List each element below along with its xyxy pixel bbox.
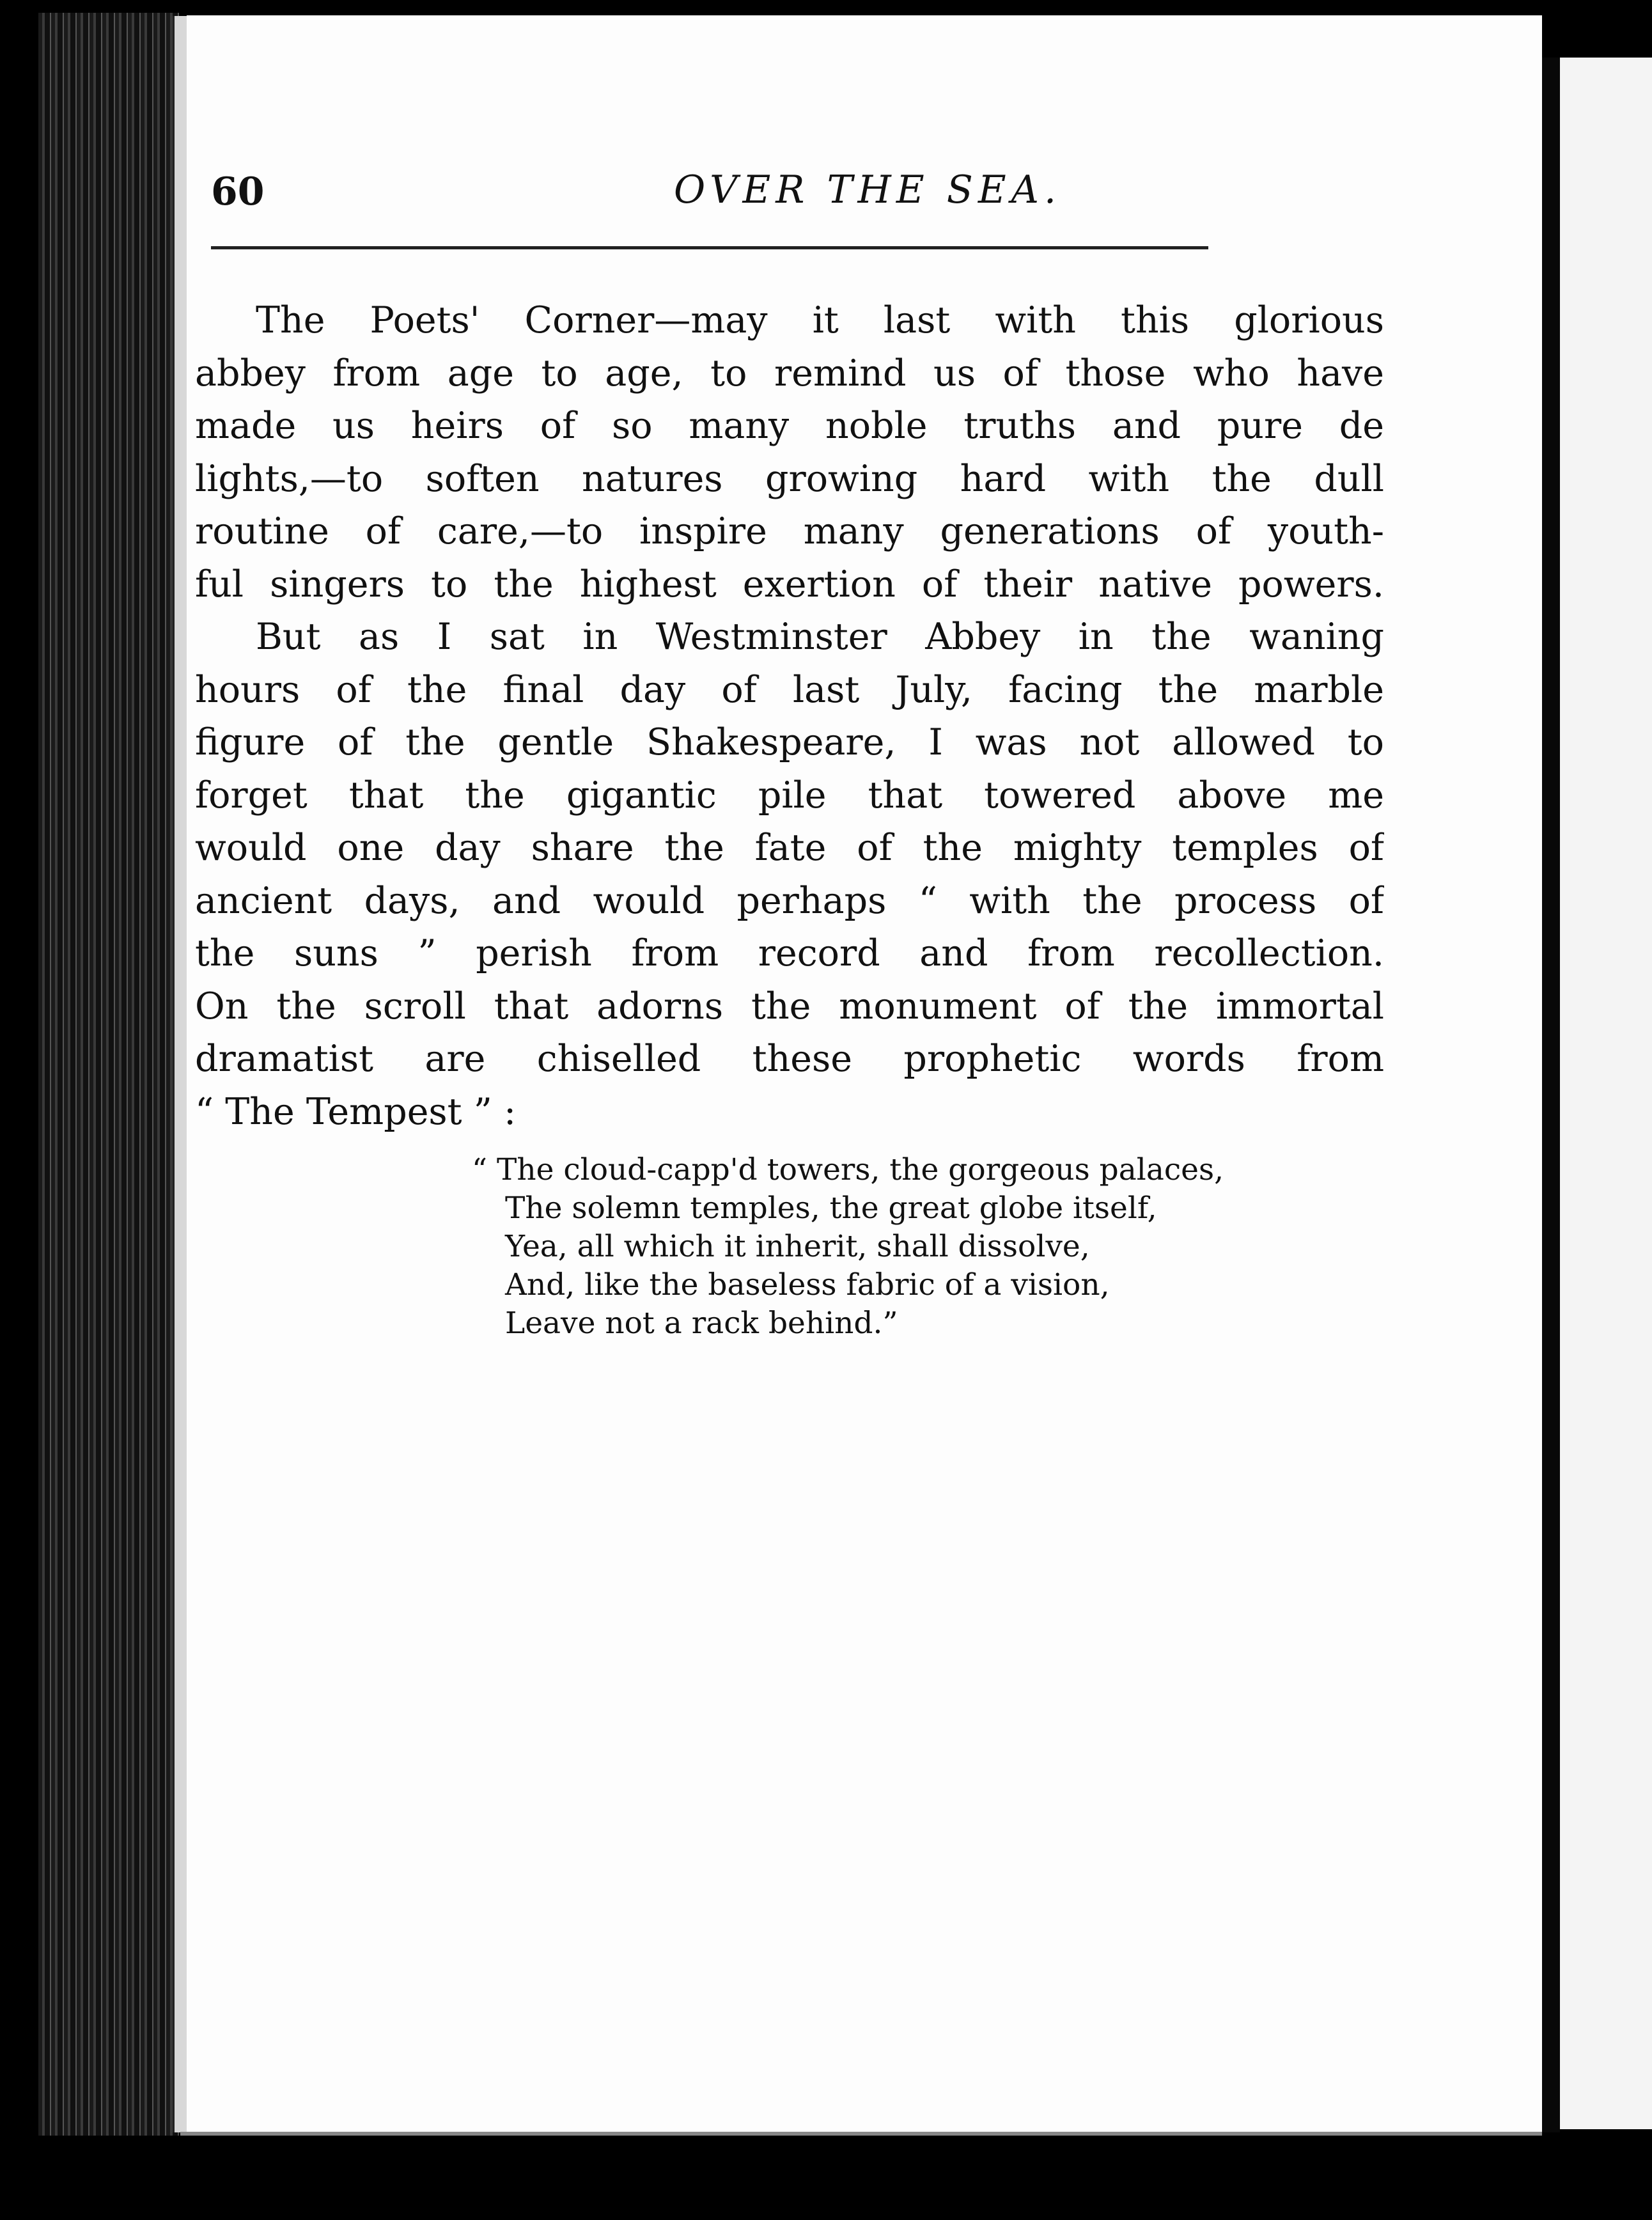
text-line: On the scroll that adorns the monument of the immortal: [195, 985, 1384, 1028]
text-line: ful singers to the highest exertion of their native powers.: [195, 563, 1384, 606]
text-line: ancient days, and would perhaps “ with the process of: [195, 879, 1384, 922]
running-title: OVER THE SEA.: [673, 168, 1062, 212]
text-line: would one day share the fate of the mighty temples of: [195, 827, 1384, 869]
header-rule: [211, 246, 1208, 249]
quote-line: Leave not a rack behind.”: [505, 1306, 898, 1341]
text-line: abbey from age to age, to remind us of those who have: [195, 352, 1384, 395]
text-line: made us heirs of so many noble truths and pure de: [195, 405, 1384, 447]
text-line: the suns ” perish from record and from recollection.: [195, 932, 1384, 974]
text-line: routine of care,—to inspire many generations of youth-: [195, 510, 1384, 552]
quote-line: The solemn temples, the great globe itself,: [505, 1191, 1157, 1226]
tempest-quotation: [472, 1151, 1224, 1343]
text-line: lights,—to soften natures growing hard with the dull: [195, 457, 1384, 500]
adjacent-page-edge: [1560, 58, 1652, 2129]
text-line: But as I sat in Westminster Abbey in the waning: [256, 616, 1384, 658]
book-binding: [38, 13, 179, 2136]
text-line: “ The Tempest ” :: [195, 1090, 517, 1133]
text-line: dramatist are chiselled these prophetic words from: [195, 1038, 1384, 1080]
page-number: 60: [211, 169, 265, 214]
quote-line: Yea, all which it inherit, shall dissolve,: [505, 1229, 1090, 1264]
text-line: forget that the gigantic pile that towered above me: [195, 774, 1384, 817]
text-line: figure of the gentle Shakespeare, I was not allowed to: [195, 721, 1384, 763]
text-line: hours of the final day of last July, facing the marble: [195, 668, 1384, 711]
quote-line: And, like the baseless fabric of a vision,: [505, 1267, 1110, 1302]
body-text: [195, 294, 1384, 1138]
quote-line: “ The cloud-capp'd towers, the gorgeous palaces,: [472, 1152, 1224, 1187]
text-line: The Poets' Corner—may it last with this glorious: [256, 299, 1384, 341]
